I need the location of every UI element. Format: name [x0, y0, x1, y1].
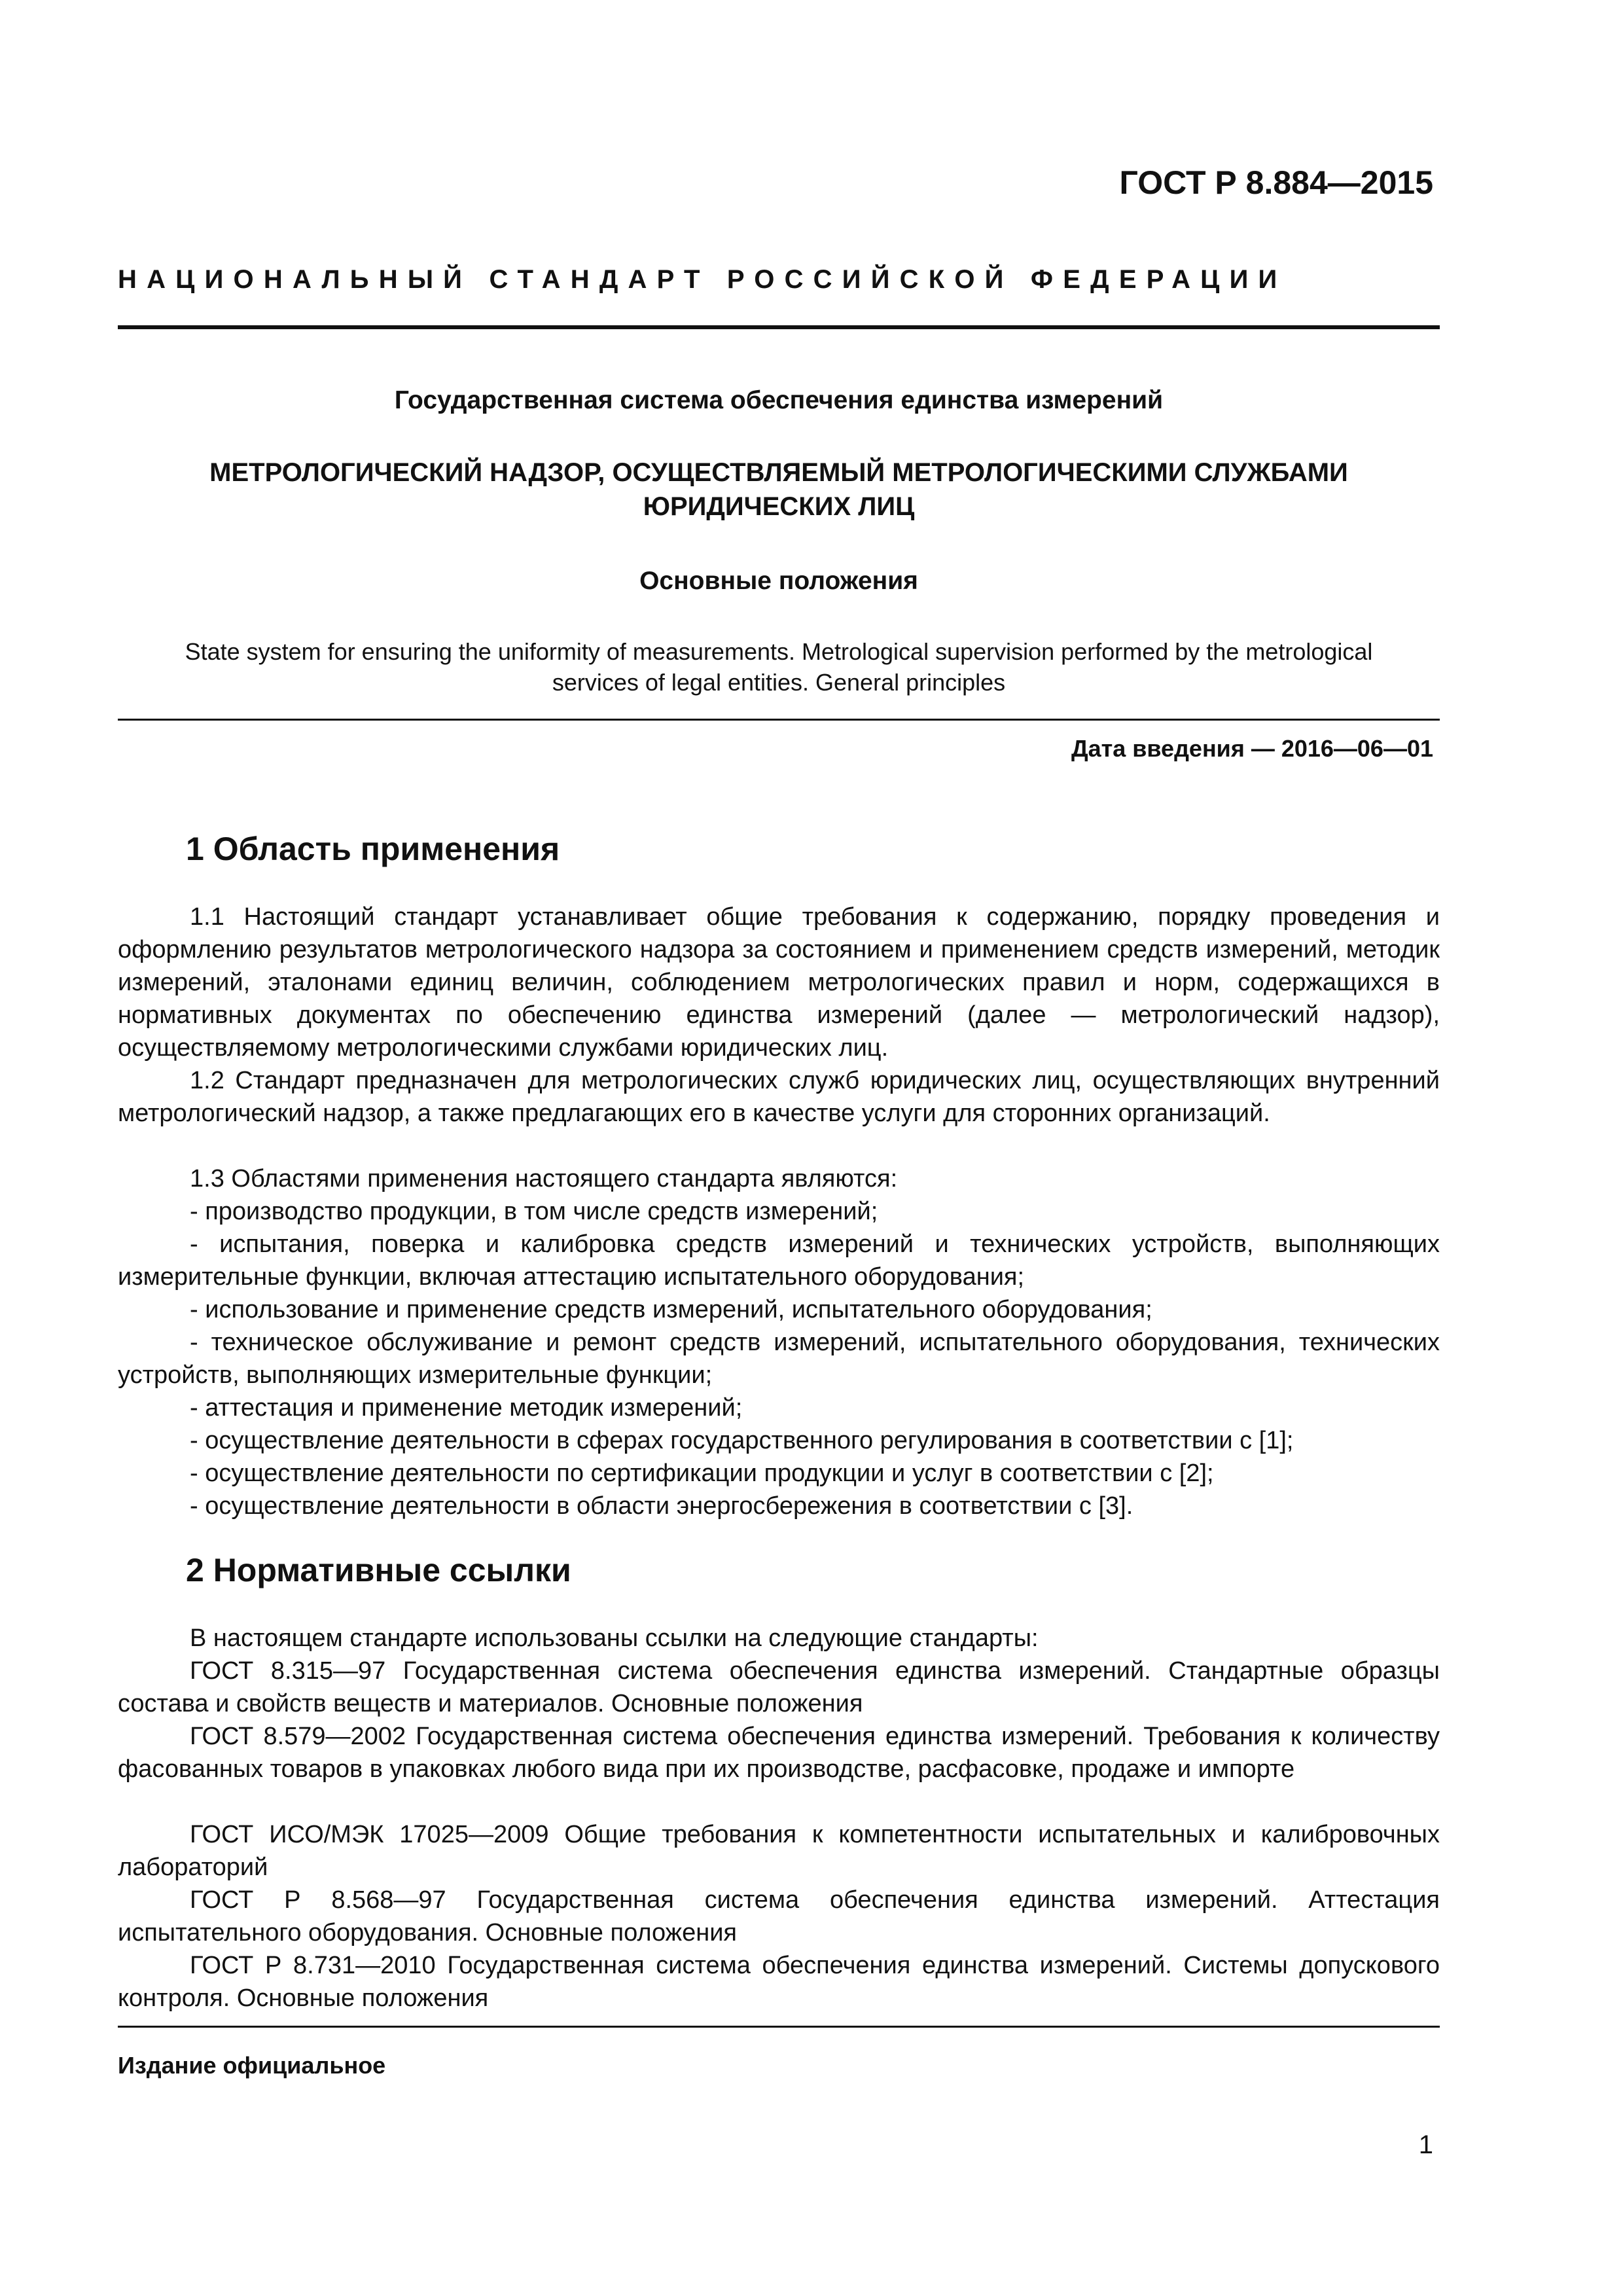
scope-item: - техническое обслуживание и ремонт средств измерений, испытательного оборудования, технических устройств, выполняющих измерительные функции; — [118, 1329, 1440, 1389]
standard-code: ГОСТ Р 8.884—2015 — [1119, 164, 1433, 201]
system-title: Государственная система обеспечения единства измерений — [394, 386, 1164, 414]
scope-item: - использование и применение средств измерений, испытательного оборудования; — [190, 1296, 1152, 1323]
paragraph-1-2: 1.2 Стандарт предназначен для метрологических служб юридических лиц, осуществляющих внутренний метрологический надзор, а также предлагающих его в качестве услуги для сторонних организаций. — [118, 1067, 1440, 1127]
page-number: 1 — [1418, 2130, 1433, 2159]
scope-item: - осуществление деятельности по сертификации продукции и услуг в соответствии с [2]; — [190, 1460, 1214, 1487]
title-rule — [118, 719, 1440, 721]
scope-item: - осуществление деятельности в сферах государственного регулирования в соответствии с [1]; — [190, 1427, 1294, 1454]
footer-rule — [118, 2026, 1440, 2028]
reference-item: ГОСТ Р 8.731—2010 Государственная система обеспечения единства измерений. Системы допускового контроля. Основные положения — [118, 1952, 1440, 2012]
official-edition-label: Издание официальное — [118, 2052, 386, 2079]
national-standard-banner: НАЦИОНАЛЬНЫЙ СТАНДАРТ РОССИЙСКОЙ ФЕДЕРАЦИИ — [118, 265, 1287, 294]
reference-item: ГОСТ 8.579—2002 Государственная система обеспечения единства измерений. Требования к количеству фасованных товаров в упаковках любого вида при их производстве, расфасовке, продаже и импорте — [118, 1723, 1440, 1783]
reference-item: ГОСТ 8.315—97 Государственная система обеспечения единства измерений. Стандартные образцы состава и свойств веществ и материалов. Основные положения — [118, 1657, 1440, 1717]
introduction-date: Дата введения — 2016—06—01 — [1071, 735, 1433, 762]
section-1-heading: 1 Область применения — [186, 831, 560, 867]
english-title-line2: services of legal entities. General principles — [552, 669, 1006, 696]
scope-item: - аттестация и применение методик измерений; — [190, 1394, 743, 1422]
main-title-line1: МЕТРОЛОГИЧЕСКИЙ НАДЗОР, ОСУЩЕСТВЛЯЕМЫЙ МЕТРОЛОГИЧЕСКИМИ СЛУЖБАМИ — [209, 458, 1348, 487]
main-title-line2: ЮРИДИЧЕСКИХ ЛИЦ — [643, 492, 915, 521]
scope-item: - осуществление деятельности в области энергосбережения в соответствии с [3]. — [190, 1492, 1133, 1520]
scope-item: - испытания, поверка и калибровка средств измерений и технических устройств, выполняющих измерительные функции, включая аттестацию испытательного оборудования; — [118, 1230, 1440, 1291]
paragraph-1-1: 1.1 Настоящий стандарт устанавливает общие требования к содержанию, порядку проведения и оформлению результатов метрологического надзора за состоянием и применением средств измерений, методик измерений, эталонами единиц величин, соблюдением метрологических правил и норм, содержащихся в нормативных документах по обеспечению единства измерений (далее — метрологический надзор), осуществляемому метрологическими службами юридических лиц. — [118, 903, 1440, 1062]
reference-item: ГОСТ Р 8.568—97 Государственная система обеспечения единства измерений. Аттестация испытательного оборудования. Основные положения — [118, 1886, 1440, 1946]
header-rule — [118, 325, 1440, 329]
scope-item: - производство продукции, в том числе средств измерений; — [190, 1198, 878, 1225]
references-intro: В настоящем стандарте использованы ссылки на следующие стандарты: — [190, 1624, 1039, 1652]
section-2-heading: 2 Нормативные ссылки — [186, 1552, 571, 1588]
english-title-line1: State system for ensuring the uniformity of measurements. Metrological supervision performed by the metrological — [185, 638, 1373, 665]
title-subtitle: Основные положения — [639, 567, 918, 595]
paragraph-1-3: 1.3 Областями применения настоящего стандарта являются: — [190, 1165, 898, 1193]
reference-item: ГОСТ ИСО/МЭК 17025—2009 Общие требования к компетентности испытательных и калибровочных лабораторий — [118, 1821, 1440, 1881]
